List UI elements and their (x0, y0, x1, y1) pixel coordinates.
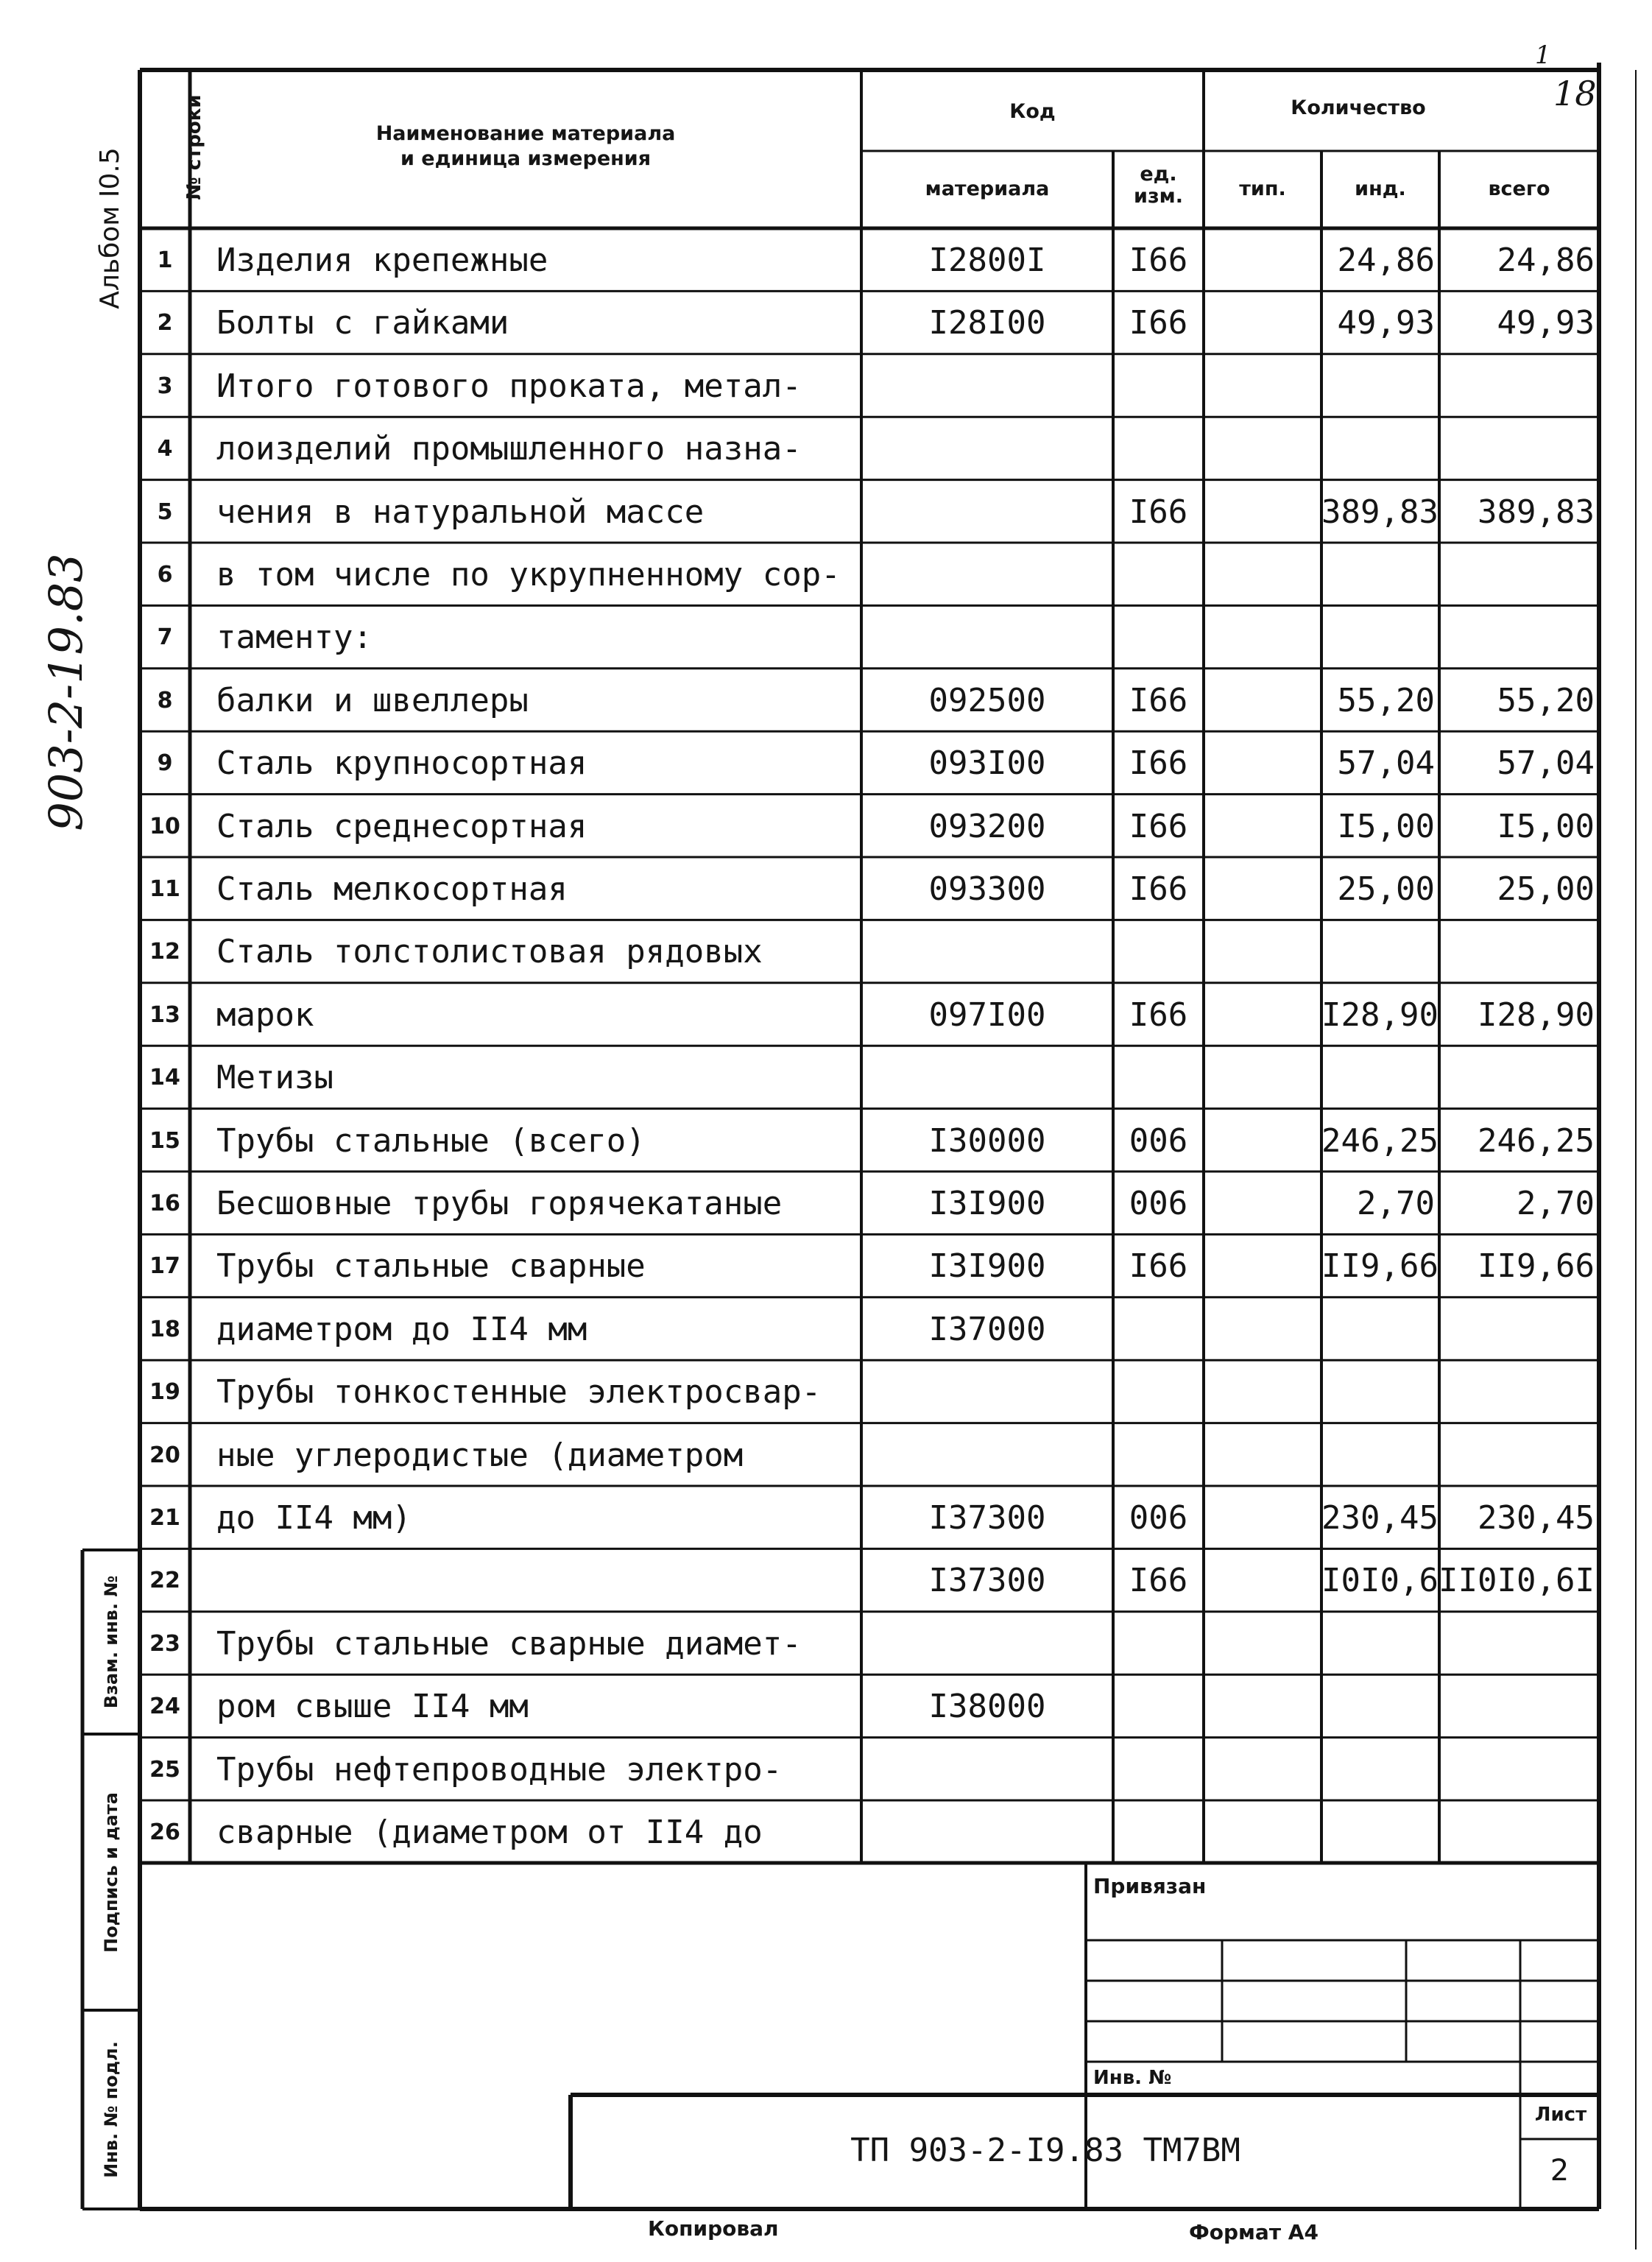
qty-ind: 55,20 (1337, 681, 1435, 719)
material-name: Трубы тонкостенные электросвар- (216, 1373, 822, 1412)
qty-ind: 49,93 (1337, 304, 1435, 342)
row-number: 7 (157, 624, 173, 651)
unit-code: I66 (1129, 681, 1188, 719)
qty-ind: II9,66 (1321, 1247, 1439, 1286)
row-number: 11 (149, 876, 180, 902)
header-q-ind: инд. (1355, 177, 1406, 200)
unit-code: I66 (1129, 493, 1188, 531)
header-name: Наименование материала и единица измерения (375, 122, 676, 170)
row-number: 12 (149, 939, 180, 965)
header-code: Код (1009, 100, 1056, 123)
qty-ind: I28,90 (1321, 996, 1439, 1034)
unit-code: I66 (1129, 870, 1188, 908)
stamp-label-inv: Инв. № подл. (101, 2041, 121, 2178)
material-code: I3I900 (928, 1185, 1046, 1222)
material-name: Болты с гайками (216, 304, 509, 342)
material-name: до II4 мм) (216, 1499, 412, 1537)
format-label: Формат А4 (1189, 2220, 1319, 2244)
material-name: Сталь толстолистовая рядовых (216, 933, 763, 971)
row-number: 4 (157, 436, 173, 462)
row-number: 9 (157, 750, 173, 777)
material-name: чения в натуральной массе (216, 493, 705, 531)
row-number: 20 (149, 1442, 180, 1468)
material-code: I30000 (928, 1121, 1046, 1160)
row-number: 23 (149, 1630, 180, 1657)
row-number: 15 (149, 1127, 180, 1154)
material-name: Изделия крепежные (216, 242, 548, 279)
unit-code: I66 (1129, 242, 1188, 279)
row-number: 17 (149, 1253, 180, 1280)
qty-ind: 389,83 (1321, 493, 1439, 531)
material-code: I2800I (928, 242, 1046, 279)
qty-total: 230,45 (1478, 1499, 1595, 1537)
header-row-no: № строки (183, 94, 205, 200)
qty-total: I5,00 (1497, 807, 1595, 845)
row-number: 24 (149, 1694, 180, 1720)
header-quantity: Количество (1291, 96, 1426, 119)
material-name: сварные (диаметром от II4 до (216, 1814, 763, 1851)
row-number: 3 (157, 373, 173, 399)
header-code-material: материала (925, 177, 1050, 200)
qty-total: I0I0,6I (1458, 1562, 1595, 1600)
material-name: марок (216, 996, 314, 1034)
material-name: Бесшовные трубы горячекатаные (216, 1185, 783, 1222)
unit-code: I66 (1129, 996, 1188, 1034)
unit-code: I66 (1129, 1247, 1188, 1286)
row-number: 13 (149, 1001, 180, 1028)
material-code: I37000 (928, 1310, 1046, 1348)
unit-code: I66 (1129, 1562, 1188, 1600)
sheet-label: Лист (1534, 2104, 1587, 2126)
material-name: таменту: (216, 619, 373, 657)
material-code: I38000 (928, 1688, 1046, 1726)
material-name: Трубы нефтепроводные электро- (216, 1750, 783, 1789)
qty-ind: 57,04 (1337, 744, 1435, 783)
qty-total: 2,70 (1517, 1185, 1595, 1222)
header-q-total: всего (1488, 177, 1550, 200)
material-code: 092500 (928, 681, 1046, 719)
row-number: 21 (149, 1505, 180, 1531)
row-number: 5 (157, 498, 173, 525)
unit-code: 006 (1129, 1121, 1188, 1160)
material-name: Трубы стальные (всего) (216, 1121, 646, 1160)
row-number: 22 (149, 1568, 180, 1594)
material-name: Сталь крупносортная (216, 744, 587, 783)
material-name: ные углеродистые (диаметром (216, 1436, 744, 1474)
qty-total: 389,83 (1478, 493, 1595, 531)
sheet-number: 2 (1550, 2154, 1570, 2188)
qty-ind: 2,70 (1357, 1185, 1435, 1222)
material-code: 093200 (928, 807, 1046, 845)
qty-total: 246,25 (1478, 1121, 1595, 1160)
row-number: 14 (149, 1065, 180, 1091)
material-name: Трубы стальные сварные диамет- (216, 1624, 802, 1663)
qty-total: 55,20 (1497, 681, 1595, 719)
row-number: 8 (157, 687, 173, 714)
unit-code: I66 (1129, 304, 1188, 342)
header-q-typ: тип. (1239, 177, 1286, 200)
qty-ind: 25,00 (1337, 870, 1435, 908)
material-name: Трубы стальные сварные (216, 1247, 646, 1286)
row-number: 19 (149, 1379, 180, 1406)
material-name: ром свыше II4 мм (216, 1688, 529, 1726)
privyazan-label: Привязан (1093, 1874, 1207, 1898)
sheet-mark: 18 (1553, 74, 1597, 113)
unit-code: I66 (1129, 744, 1188, 783)
album-label: Альбом I0.5 (95, 147, 125, 309)
material-name: Сталь мелкосортная (216, 870, 568, 908)
unit-code: I66 (1129, 807, 1188, 845)
material-name: в том числе по укрупненному сор- (216, 556, 841, 593)
qty-ind: I0I0,6I (1321, 1562, 1458, 1600)
qty-total: 57,04 (1497, 744, 1595, 783)
copied-label: Копировал (648, 2216, 779, 2241)
row-number: 6 (157, 562, 173, 588)
stamp-label-podpis: Подпись и дата (101, 1792, 121, 1953)
qty-ind: 24,86 (1337, 242, 1435, 279)
qty-total: II9,66 (1478, 1247, 1595, 1286)
qty-total: I28,90 (1478, 996, 1595, 1034)
stamp-label-vzam: Взам. инв. № (101, 1575, 121, 1709)
material-name: Сталь среднесортная (216, 807, 587, 845)
material-code: I3I900 (928, 1247, 1046, 1286)
series-handwritten: 903-2-19.83 (39, 553, 93, 831)
unit-code: 006 (1129, 1185, 1188, 1222)
row-number: 1 (157, 247, 173, 273)
row-number: 18 (149, 1316, 180, 1342)
header-code-unit: ед. изм. (1134, 163, 1183, 208)
material-name: диаметром до II4 мм (216, 1310, 587, 1348)
material-code: I37300 (928, 1499, 1046, 1537)
material-name: балки и швеллеры (216, 681, 529, 719)
row-number: 26 (149, 1819, 180, 1845)
qty-total: 25,00 (1497, 870, 1595, 908)
row-number: 16 (149, 1191, 180, 1216)
inv-no-label: Инв. № (1093, 2067, 1172, 2089)
row-number: 2 (157, 310, 173, 337)
material-name: Итого готового проката, метал- (216, 367, 802, 405)
row-number: 25 (149, 1756, 180, 1783)
qty-ind: I5,00 (1337, 807, 1435, 845)
corner-mark: 1 (1535, 40, 1551, 70)
qty-ind: 246,25 (1321, 1121, 1439, 1160)
material-name: Метизы (216, 1059, 333, 1097)
row-number: 10 (149, 813, 180, 839)
qty-total: 49,93 (1497, 304, 1595, 342)
material-code: I28I00 (928, 304, 1046, 342)
qty-ind: 230,45 (1321, 1499, 1439, 1537)
unit-code: 006 (1129, 1499, 1188, 1537)
material-code: 093300 (928, 870, 1046, 908)
material-code: 097I00 (928, 996, 1046, 1034)
material-code: I37300 (928, 1562, 1046, 1600)
material-name: лоизделий промышленного назна- (216, 430, 802, 468)
document-code: ТП 903-2-I9.83 ТМ7ВМ (850, 2132, 1240, 2169)
qty-total: 24,86 (1497, 242, 1595, 279)
material-code: 093I00 (928, 744, 1046, 783)
